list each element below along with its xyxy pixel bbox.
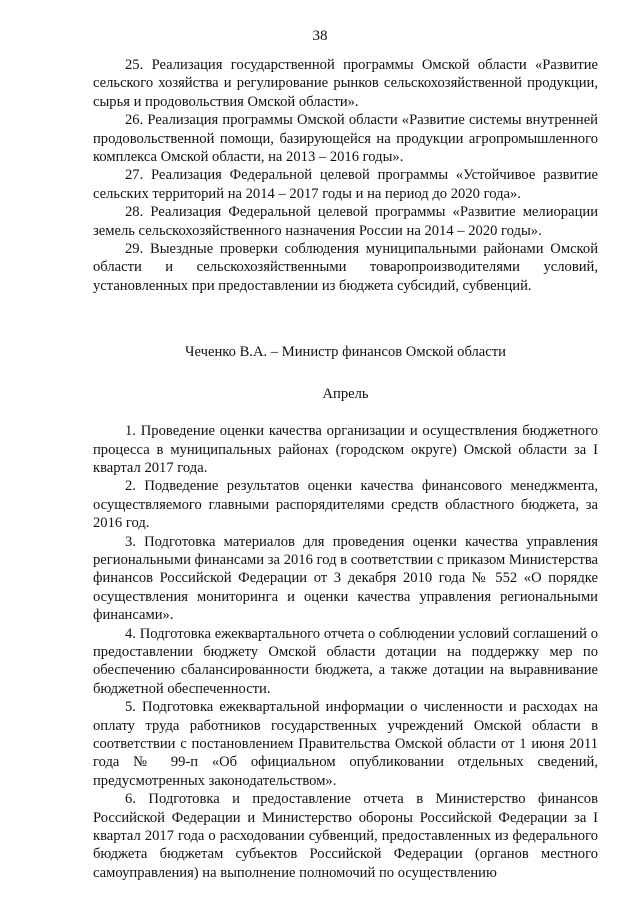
list-item: 28. Реализация Федеральной целевой программы «Развитие мелиорации земель сельскохозяйственного назначения России на 2014 – 2020 годы». [93, 204, 598, 239]
list-item: 6. Подготовка и предоставление отчета в Министерство финансов Российской Федерации и Министерство обороны Российской Федерации за I квартал 2017 года о расходовании субвенций, предоставленных из федерального бюджета бюджетам субъектов Российской Федерации (органов местного самоуправления) на выполнение полномочий по осуществлению [93, 791, 598, 881]
list-item: 2. Подведение результатов оценки качества финансового менеджмента, осуществляемого главными распорядителями средств областного бюджета, за 2016 год. [93, 478, 598, 532]
list-item: 27. Реализация Федеральной целевой программы «Устойчивое развитие сельских территорий на 2014 – 2017 годы и на период до 2020 года». [93, 167, 598, 202]
list-item: 26. Реализация программы Омской области «Развитие системы внутренней продовольственной помощи, базирующейся на продукции агропромышленного комплекса Омской области, на 2013 – 2016 годы». [93, 112, 598, 166]
list-item: 1. Проведение оценки качества организации и осуществления бюджетного процесса в муниципальных районах (городском округе) Омской области за I квартал 2017 года. [93, 423, 598, 476]
month-heading: Апрель [322, 385, 369, 402]
list-item: 3. Подготовка материалов для проведения оценки качества управления региональными финансами за 2016 год в соответствии с приказом Министерства финансов Российской Федерации от 3 декабря 2010 года № 552 «О порядке осуществления мониторинга и оценки качества управления региональными финансами». [93, 533, 598, 624]
page-content [93, 56, 598, 882]
list-item: 4. Подготовка ежеквартального отчета о соблюдении условий соглашений о предоставлении бюджету Омской области дотации на поддержку мер по обеспечению сбалансированности бюджета, а также дотации на выравнивание бюджетной обеспеченности. [93, 625, 598, 697]
agriculture-items [93, 56, 598, 295]
list-item: 25. Реализация государственной программы Омской области «Развитие сельского хозяйства и регулирование рынков сельскохозяйственной продукции, сырья и продовольствия Омской области». [93, 57, 598, 110]
minister-heading: Чеченко В.А. – Министр финансов Омской области [185, 344, 506, 361]
list-item: 5. Подготовка ежеквартальной информации о численности и расходах на оплату труда работников государственных учреждений Омской области в соответствии с постановлением Правительства Омской области от 1 июня 2011 года № 99-п «Об официальном опубликовании отдельных сведений, предусмотренных законодательством». [93, 699, 598, 789]
list-item: 29. Выездные проверки соблюдения муниципальными районами Омской области и сельскохозяйственными товаропроизводителями условий, установленных при предоставлении из бюджета субсидий, субвенций. [93, 241, 598, 294]
page-number: 38 [312, 28, 328, 44]
finance-items [93, 422, 598, 882]
